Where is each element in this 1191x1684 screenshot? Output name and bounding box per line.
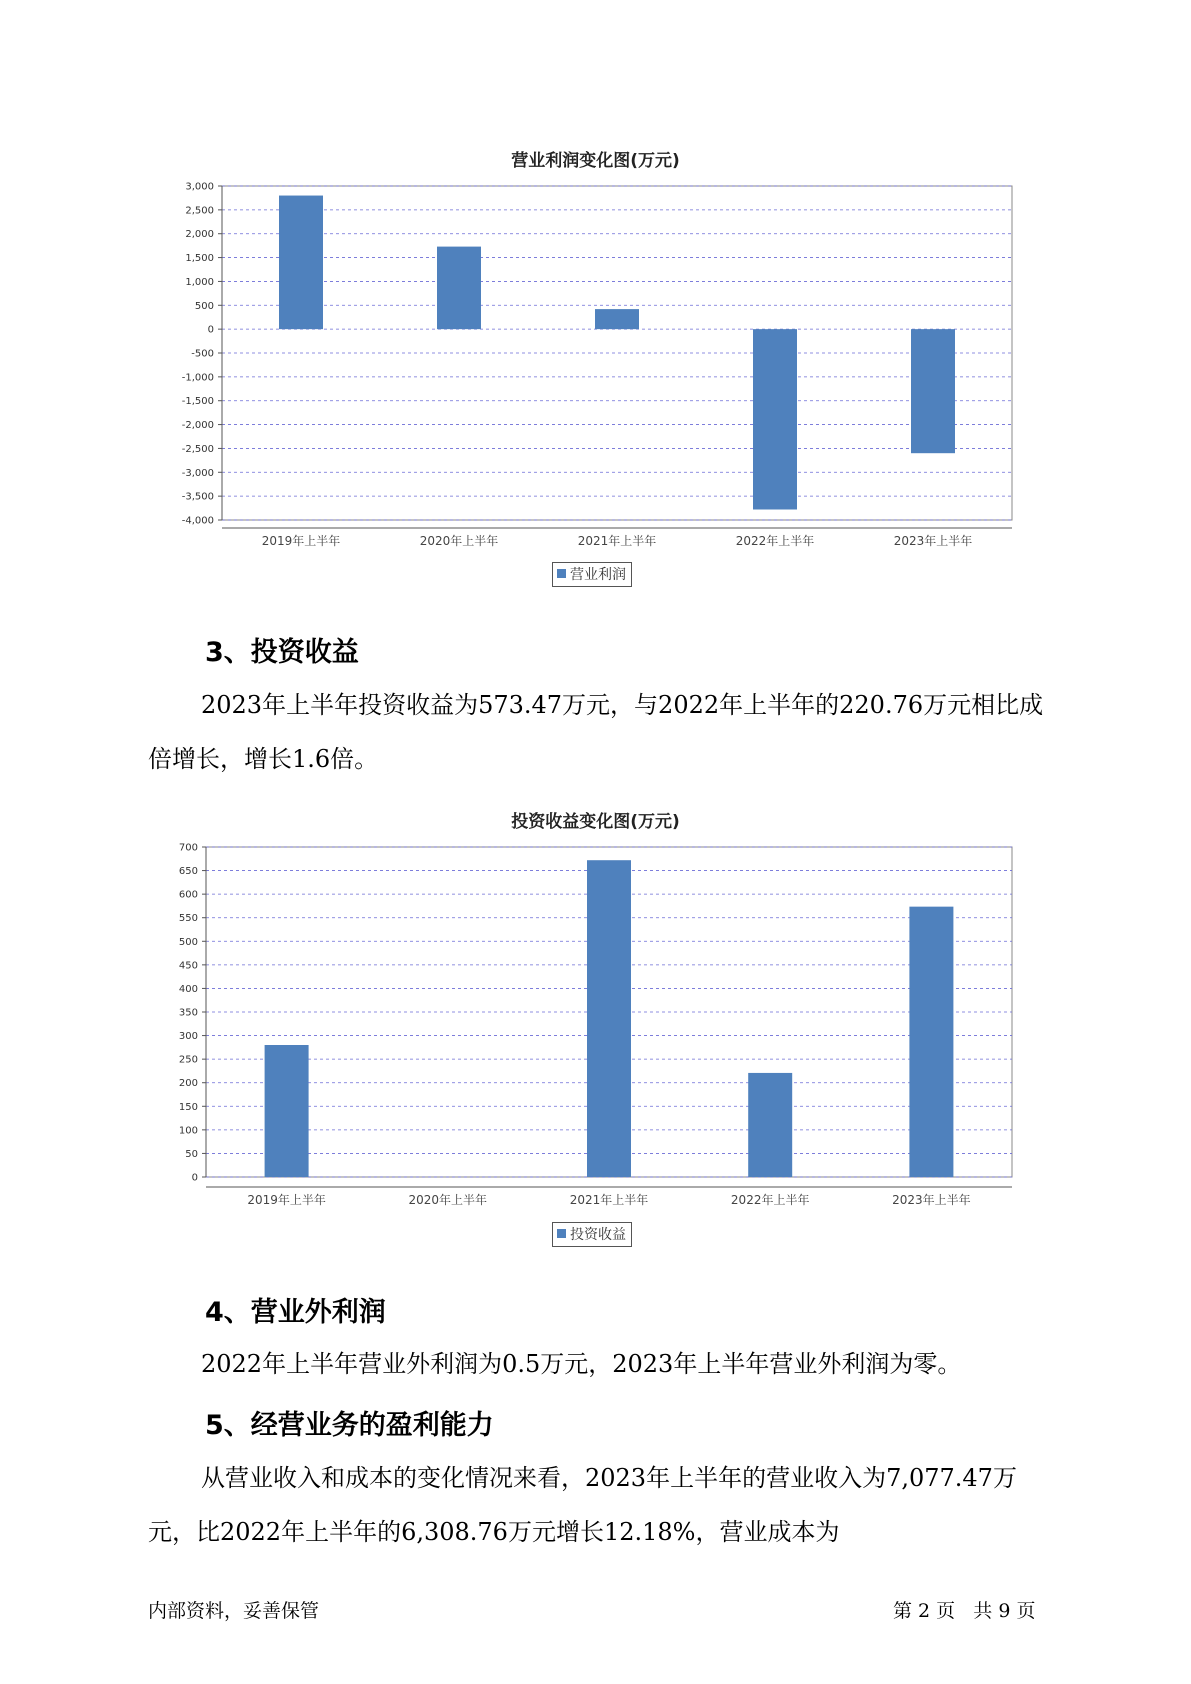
y-tick-label: 700 bbox=[178, 842, 198, 854]
x-tick-label: 2022年上半年 bbox=[730, 1193, 810, 1207]
y-tick-label: 3,000 bbox=[185, 181, 214, 193]
chart1-title: 营业利润变化图(万元) bbox=[511, 151, 680, 171]
bar bbox=[587, 860, 631, 1177]
y-tick-label: -3,000 bbox=[181, 467, 214, 479]
y-tick-label: -500 bbox=[191, 348, 214, 360]
y-tick-label: 0 bbox=[191, 1172, 198, 1184]
y-tick-label: -2,000 bbox=[181, 420, 214, 432]
y-tick-label: -1,500 bbox=[181, 396, 214, 408]
y-tick-label: 2,500 bbox=[185, 205, 214, 217]
y-tick-label: 450 bbox=[178, 960, 198, 972]
y-tick-label: 100 bbox=[178, 1125, 198, 1137]
y-tick-label: 350 bbox=[178, 1007, 198, 1019]
y-tick-label: 0 bbox=[207, 324, 214, 336]
y-tick-label: 150 bbox=[178, 1101, 198, 1113]
y-tick-label: 600 bbox=[178, 889, 198, 901]
section3-text: 2023年上半年投资收益为573.47万元，与2022年上半年的220.76万元相比成倍增长，增长1.6倍。 bbox=[148, 691, 1044, 773]
section5-heading: 5、经营业务的盈利能力 bbox=[205, 1410, 494, 1441]
section4-heading: 4、营业外利润 bbox=[205, 1297, 386, 1328]
y-tick-label: 550 bbox=[178, 913, 198, 925]
y-tick-label: 650 bbox=[178, 866, 198, 878]
x-tick-label: 2023年上半年 bbox=[892, 1193, 971, 1207]
x-tick-label: 2021年上半年 bbox=[569, 1193, 649, 1207]
section5-text: 从营业收入和成本的变化情况来看，2023年上半年的营业收入为7,077.47万元，比2022年上半年的6,308.76万元增长12.18%，营业成本为 bbox=[148, 1464, 1017, 1546]
section3-heading: 3、投资收益 bbox=[205, 637, 359, 668]
legend-swatch bbox=[557, 1229, 566, 1238]
y-tick-label: 250 bbox=[178, 1054, 198, 1066]
y-tick-label: -4,000 bbox=[181, 515, 214, 527]
y-tick-label: 200 bbox=[178, 1078, 198, 1090]
y-tick-label: -1,000 bbox=[181, 372, 214, 384]
bar bbox=[265, 1045, 309, 1177]
y-tick-label: -2,500 bbox=[181, 443, 214, 455]
bar bbox=[909, 907, 953, 1177]
x-tick-label: 2019年上半年 bbox=[261, 534, 341, 548]
y-tick-label: 300 bbox=[178, 1031, 198, 1043]
chart2-legend bbox=[552, 1222, 632, 1247]
footer-left: 内部资料，妥善保管 bbox=[148, 1600, 320, 1622]
y-tick-label: 2,000 bbox=[185, 229, 214, 241]
x-tick-label: 2020年上半年 bbox=[419, 534, 499, 548]
section4-text: 2022年上半年营业外利润为0.5万元，2023年上半年营业外利润为零。 bbox=[201, 1350, 962, 1378]
y-tick-label: 1,500 bbox=[185, 253, 214, 265]
x-tick-label: 2019年上半年 bbox=[247, 1193, 326, 1207]
bar bbox=[748, 1073, 792, 1177]
y-tick-label: 500 bbox=[178, 936, 198, 948]
x-tick-label: 2021年上半年 bbox=[577, 534, 657, 548]
x-tick-label: 2020年上半年 bbox=[408, 1193, 488, 1207]
y-tick-label: 1,000 bbox=[185, 276, 214, 288]
y-tick-label: 500 bbox=[194, 300, 214, 312]
chart1-legend-label: 营业利润 bbox=[570, 567, 626, 583]
footer-page-number: 第 2 页 共 9 页 bbox=[893, 1600, 1036, 1622]
x-tick-label: 2022年上半年 bbox=[735, 534, 815, 548]
y-tick-label: 50 bbox=[185, 1148, 198, 1160]
x-tick-label: 2023年上半年 bbox=[893, 534, 973, 548]
y-tick-label: -3,500 bbox=[181, 491, 214, 503]
y-tick-label: 400 bbox=[178, 983, 198, 995]
chart2-title: 投资收益变化图(万元) bbox=[511, 812, 680, 832]
chart2-legend-label: 投资收益 bbox=[570, 1227, 626, 1243]
